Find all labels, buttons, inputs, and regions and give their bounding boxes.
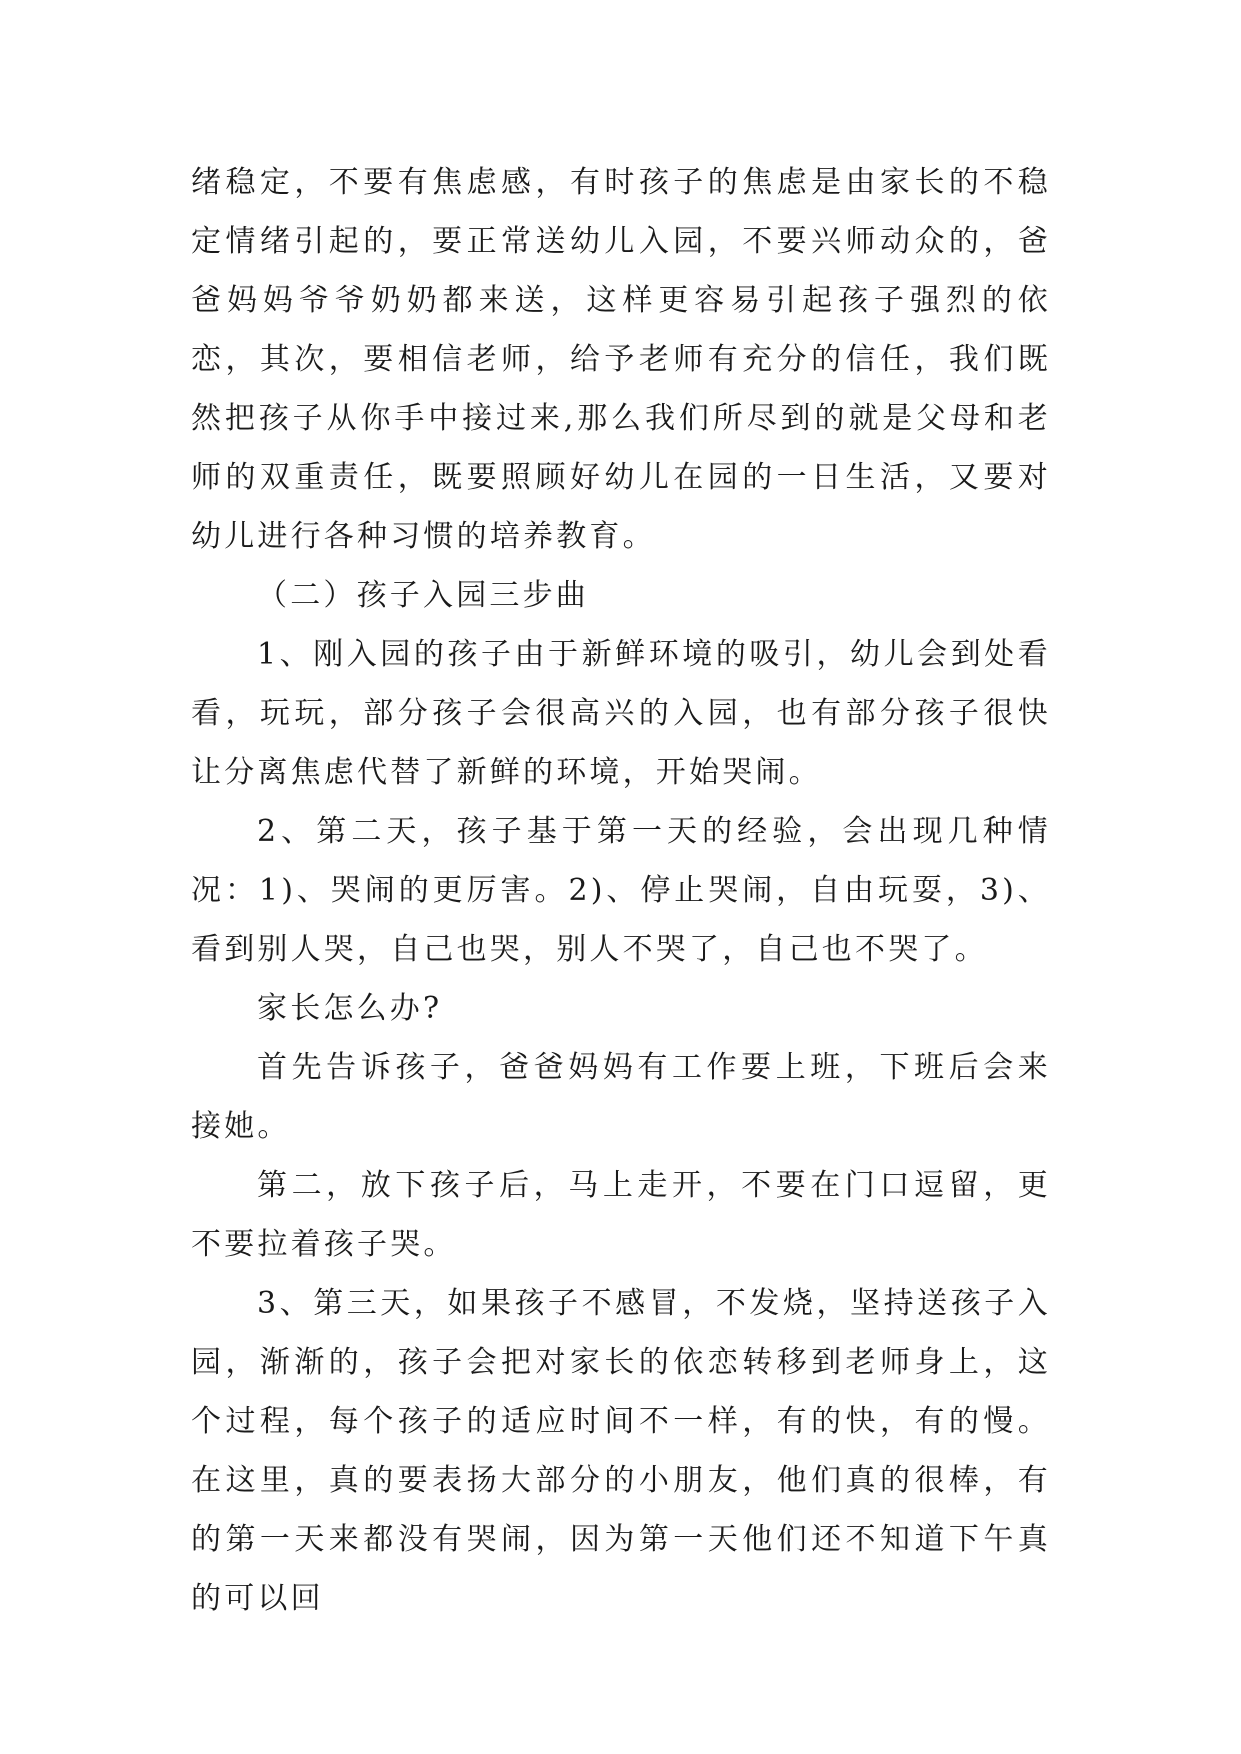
paragraph-first-advice: 首先告诉孩子，爸爸妈妈有工作要上班，下班后会来接她。 xyxy=(191,1050,1051,1144)
paragraph-second-advice: 第二，放下孩子后，马上走开，不要在门口逗留，更不要拉着孩子哭。 xyxy=(191,1168,1051,1262)
paragraph-continuation: 绪稳定，不要有焦虑感，有时孩子的焦虑是由家长的不稳定情绪引起的，要正常送幼儿入园，不要兴师动众的，爸爸妈妈爷爷奶奶都来送，这样更容易引起孩子强烈的依恋，其次，要相信老师，给予老师有充分的信任，我们既然把孩子从你手中接过来,那么我们所尽到的就是父母和老师的双重责任，既要照顾好幼儿在园的一日生活，又要对幼儿进行各种习惯的培养教育。 xyxy=(191,165,1051,554)
paragraph-step-three: 3、第三天，如果孩子不感冒，不发烧，坚持送孩子入园，渐渐的，孩子会把对家长的依恋转移到老师身上，这个过程，每个孩子的适应时间不一样，有的快，有的慢。在这里，真的要表扬大部分的小朋友，他们真的很棒，有的第一天来都没有哭闹，因为第一天他们还不知道下午真的可以回 xyxy=(191,1286,1051,1616)
paragraph-step-one: 1、刚入园的孩子由于新鲜环境的吸引，幼儿会到处看看，玩玩，部分孩子会很高兴的入园，也有部分孩子很快让分离焦虑代替了新鲜的环境，开始哭闹。 xyxy=(191,637,1051,790)
paragraph-step-two: 2、第二天，孩子基于第一天的经验，会出现几种情况：1)、哭闹的更厉害。2)、停止哭闹，自由玩耍，3)、看到别人哭，自己也哭，别人不哭了，自己也不哭了。 xyxy=(191,814,1051,967)
document-body xyxy=(191,153,1051,1628)
section-heading: （二）孩子入园三步曲 xyxy=(257,578,589,613)
paragraph-question: 家长怎么办? xyxy=(257,991,443,1026)
